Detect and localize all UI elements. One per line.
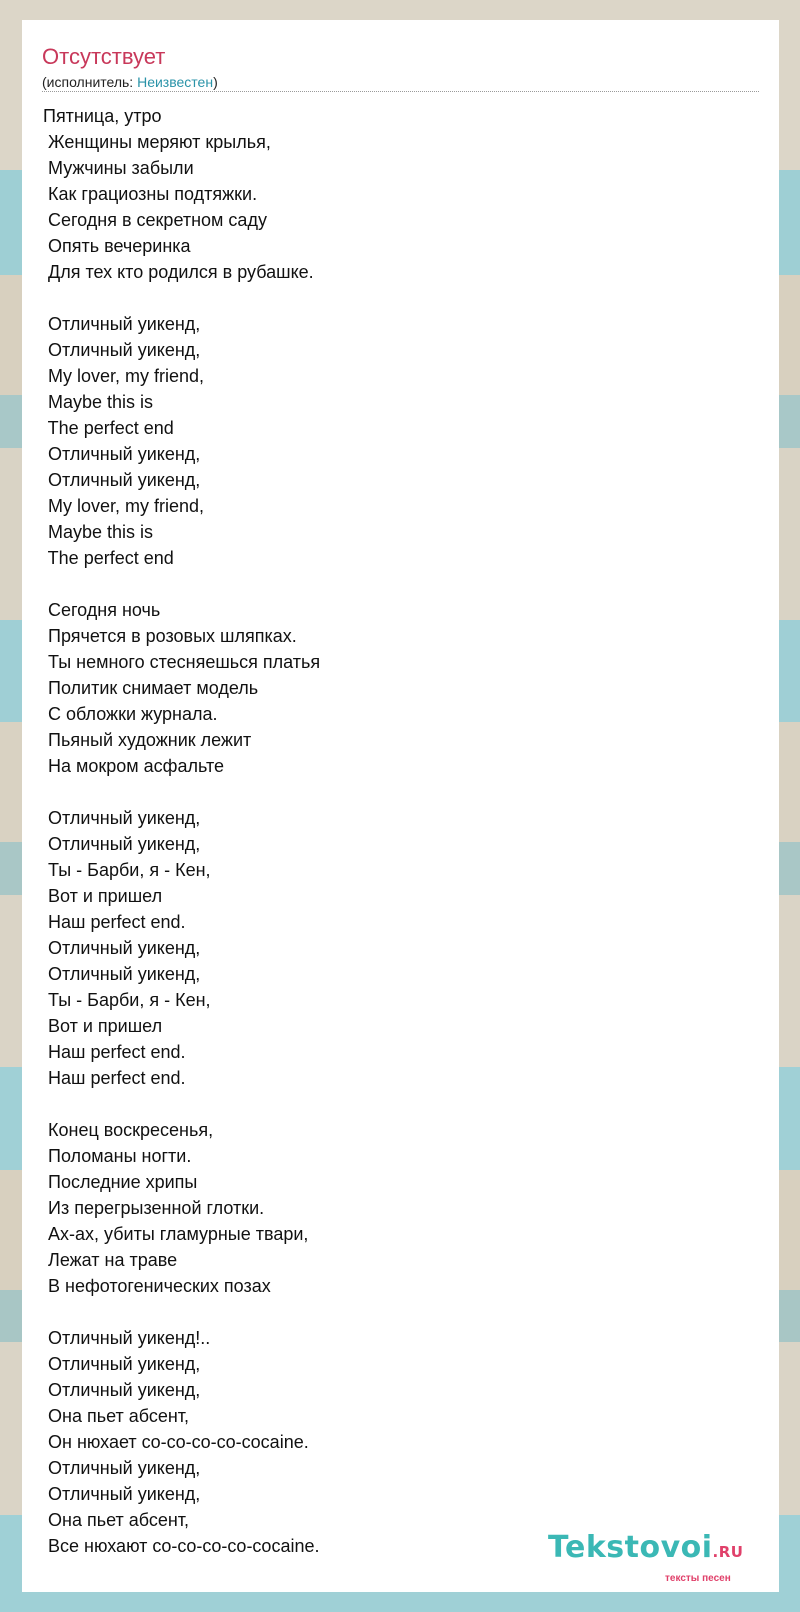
lyric-line: My lover, my friend, bbox=[43, 366, 205, 386]
lyric-line: Сегодня в секретном саду bbox=[43, 210, 267, 230]
lyric-line: Ты - Барби, я - Кен, bbox=[43, 990, 211, 1010]
site-logo[interactable] bbox=[548, 1530, 743, 1565]
lyric-line: My lover, my friend, bbox=[43, 496, 205, 516]
lyric-line: Он нюхает co-co-co-co-cocaine. bbox=[43, 1432, 309, 1452]
artist-line bbox=[42, 73, 218, 91]
lyric-line: Как грациозны подтяжки. bbox=[43, 184, 258, 204]
logo-tld: .RU bbox=[712, 1543, 744, 1561]
lyric-line: Лежат на траве bbox=[43, 1250, 178, 1270]
lyric-line: Отличный уикенд, bbox=[43, 938, 201, 958]
lyric-line: Отличный уикенд, bbox=[43, 470, 201, 490]
lyric-line: Она пьет абсент, bbox=[43, 1510, 190, 1530]
lyric-line: Вот и пришел bbox=[43, 886, 163, 906]
lyric-line: Последние хрипы bbox=[43, 1172, 198, 1192]
lyric-line: Пятница, утро bbox=[43, 106, 162, 126]
lyric-line bbox=[43, 285, 743, 311]
lyric-line: С обложки журнала. bbox=[43, 704, 218, 724]
divider bbox=[42, 91, 759, 92]
logo-name: Tekstovoi bbox=[548, 1530, 713, 1565]
artist-prefix: (исполнитель: bbox=[42, 74, 138, 90]
lyric-line: Конец воскресенья, bbox=[43, 1120, 214, 1140]
artist-suffix: ) bbox=[213, 74, 218, 90]
lyric-line: Она пьет абсент, bbox=[43, 1406, 190, 1426]
lyric-line: Сегодня ночь bbox=[43, 600, 161, 620]
lyric-line bbox=[43, 779, 743, 805]
lyric-line: Поломаны ногти. bbox=[43, 1146, 192, 1166]
lyric-line: В нефотогенических позах bbox=[43, 1276, 271, 1296]
lyric-line: Политик снимает модель bbox=[43, 678, 259, 698]
lyric-line: Maybe this is bbox=[43, 392, 154, 412]
lyric-line: Прячется в розовых шляпках. bbox=[43, 626, 297, 646]
lyric-line: Из перегрызенной глотки. bbox=[43, 1198, 265, 1218]
lyric-line: Ах-ах, убиты гламурные твари, bbox=[43, 1224, 309, 1244]
lyrics-page bbox=[22, 20, 779, 1592]
lyric-line: Ты немного стесняешься платья bbox=[43, 652, 321, 672]
lyric-line: Все нюхают co-co-co-co-cocaine. bbox=[43, 1536, 320, 1556]
lyric-line: Наш perfect end. bbox=[43, 912, 186, 932]
lyric-line: Мужчины забыли bbox=[43, 158, 194, 178]
lyrics-text bbox=[43, 103, 743, 1559]
lyric-line: Отличный уикенд, bbox=[43, 1458, 201, 1478]
lyric-line bbox=[43, 571, 743, 597]
lyric-line: На мокром асфальте bbox=[43, 756, 225, 776]
lyric-line: Maybe this is bbox=[43, 522, 154, 542]
lyric-line: Отличный уикенд, bbox=[43, 964, 201, 984]
lyric-line: Ты - Барби, я - Кен, bbox=[43, 860, 211, 880]
lyric-line bbox=[43, 1091, 743, 1117]
lyric-line: Вот и пришел bbox=[43, 1016, 163, 1036]
lyric-line: Отличный уикенд, bbox=[43, 1484, 201, 1504]
lyric-line: Отличный уикенд, bbox=[43, 1380, 201, 1400]
lyric-line: Отличный уикенд!.. bbox=[43, 1328, 211, 1348]
lyric-line: The perfect end bbox=[43, 418, 174, 438]
lyric-line: Наш perfect end. bbox=[43, 1068, 186, 1088]
lyric-line: Отличный уикенд, bbox=[43, 444, 201, 464]
lyric-line: Опять вечеринка bbox=[43, 236, 191, 256]
lyric-line: Отличный уикенд, bbox=[43, 808, 201, 828]
logo-tagline: тексты песен bbox=[665, 1573, 731, 1584]
artist-link[interactable]: Неизвестен bbox=[137, 74, 214, 90]
lyric-line: Отличный уикенд, bbox=[43, 1354, 201, 1374]
lyric-line: Для тех кто родился в рубашке. bbox=[43, 262, 314, 282]
lyric-line bbox=[43, 1299, 743, 1325]
lyric-line: Женщины меряют крылья, bbox=[43, 132, 271, 152]
lyric-line: Пьяный художник лежит bbox=[43, 730, 252, 750]
lyric-line: Отличный уикенд, bbox=[43, 834, 201, 854]
lyric-line: Отличный уикенд, bbox=[43, 314, 201, 334]
lyric-line: The perfect end bbox=[43, 548, 174, 568]
lyric-line: Наш perfect end. bbox=[43, 1042, 186, 1062]
lyric-line: Отличный уикенд, bbox=[43, 340, 201, 360]
song-title: Отсутствует bbox=[42, 44, 166, 69]
